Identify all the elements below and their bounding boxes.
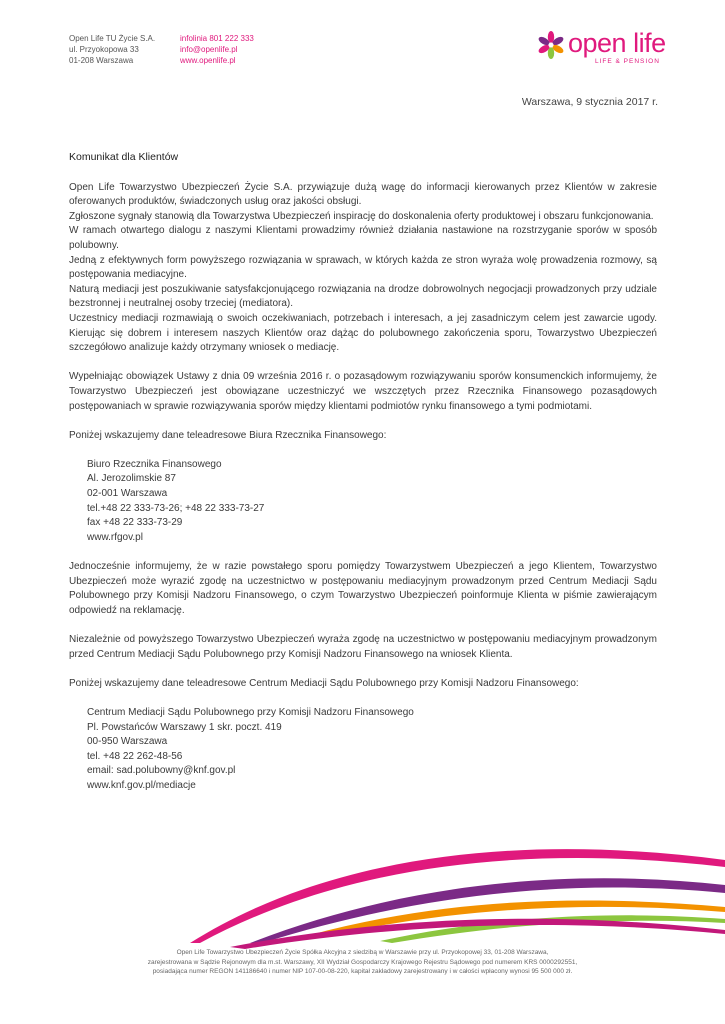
logo-brand: open life: [568, 28, 666, 58]
logo-tagline: LIFE & PENSION: [595, 58, 660, 65]
intro-line: Uczestnicy mediacji rozmawiają o swoich oczekiwaniach, potrzebach i interesach, a jej zasadniczym celem jest zawarcie ugody. Kierując się dobrem i interesem naszych Klientów oraz dążąc do polubownego zakończenia sporu, Towarzystwo Ubezpieczeń szczegółowo analizuje każdy otrzymany wniosek o mediację.: [69, 312, 657, 354]
letter-body: [69, 150, 657, 794]
rzecznik-address: [87, 458, 657, 546]
header-contact: [180, 33, 254, 66]
intro-line: Naturą mediacji jest poszukiwanie satysfakcjonującego rozwiązania na drodze dobrowolnych negocjacji prowadzonych przy udziale bezstronnej i neutralnej osoby trzeciej (mediatora).: [69, 283, 657, 310]
company-street: ul. Przyokopowa 33: [69, 45, 139, 54]
paragraph-spor: Jednocześnie informujemy, że w razie powstałego sporu pomiędzy Towarzystwem Ubezpieczeń a jego Klientem, Towarzystwo Ubezpieczeń może wyrazić zgodę na uczestnictwo w postępowaniu mediacyjnym prowadzonym przed Centrum Mediacji Sądu Polubownego przy Komisji Nadzoru Finansowego, o czym Towarzystwo Ubezpieczeń poinformuje Klienta w piśmie zawierającym odpowiedź na reklamację.: [69, 561, 657, 616]
phone-line: tel.+48 22 333-73-26; +48 22 333-73-27: [87, 502, 265, 514]
company-postal-city: 01-208 Warszawa: [69, 56, 134, 65]
address-line: 00-950 Warszawa: [87, 736, 168, 748]
address-line: Biuro Rzecznika Finansowego: [87, 458, 222, 470]
website-link[interactable]: www.rfgov.pl: [87, 531, 143, 543]
address-line: Al. Jerozolimskie 87: [87, 473, 176, 485]
fax-line: fax +48 22 333-73-29: [87, 517, 183, 529]
address-line: Centrum Mediacji Sądu Polubownego przy Komisji Nadzoru Finansowego: [87, 706, 414, 718]
paragraph-niezaleznie: Niezależnie od powyższego Towarzystwo Ubezpieczeń wyraża zgodę na uczestnictwo w postępowaniu mediacyjnym prowadzonym przed Centrum Mediacji Sądu Polubownego przy Komisji Nadzoru Finansowego na wniosek Klienta.: [69, 634, 657, 660]
company-name: Open Life TU Życie S.A.: [69, 34, 156, 43]
email-link[interactable]: info@openlife.pl: [180, 45, 238, 54]
flower-logo-icon: [536, 30, 566, 60]
header-address: [69, 33, 155, 66]
website-link[interactable]: www.openlife.pl: [180, 56, 236, 65]
letter-date: Warszawa, 9 stycznia 2017 r.: [521, 96, 658, 108]
intro-line: Open Life Towarzystwo Ubezpieczeń Życie S.A. przywiązuje dużą wagę do informacji kierowanych przez Klientów w zakresie oferowanych produktów, świadczonych usług oraz jakości obsługi.: [69, 181, 657, 208]
letter-subject: Komunikat dla Klientów: [69, 151, 179, 163]
website-link[interactable]: www.knf.gov.pl/mediacje: [87, 779, 196, 791]
address-line: 02-001 Warszawa: [87, 488, 168, 500]
magenta-swoosh: [230, 919, 725, 949]
email-link[interactable]: email: sad.polubowny@knf.gov.pl: [87, 765, 236, 777]
legal-footer: [0, 948, 725, 977]
intro-line: Zgłoszone sygnały stanowią dla Towarzystwa Ubezpieczeń inspirację do doskonalenia oferty produktowej i obszaru funkcjonowania.: [69, 210, 654, 222]
phone-line: tel. +48 22 262-48-56: [87, 750, 183, 762]
footer-line: zarejestrowana w Sądzie Rejonowym dla m.st. Warszawy, XII Wydział Gospodarczy Krajowego Rejestru Sądowego pod numerem KRS 0000292551,: [147, 958, 578, 966]
address-line: Pl. Powstańców Warszawy 1 skr. poczt. 419: [87, 721, 282, 733]
rzecznik-intro: Poniżej wskazujemy dane teleadresowe Biura Rzecznika Finansowego:: [69, 429, 387, 441]
decorative-swoosh: [0, 815, 725, 950]
paragraph-ustawa: Wypełniając obowiązek Ustawy z dnia 09 września 2016 r. o pozasądowym rozwiązywaniu sporów konsumenckich informujemy, że Towarzystwo Ubezpieczeń jest obowiązane uczestniczyć we wszczętych przez Rzecznika Finansowego pozasądowych postępowaniach w sprawie rozwiązywania sporów między klientami podmiotów rynku finansowego a tymi podmiotami.: [69, 371, 657, 412]
footer-line: Open Life Towarzystwo Ubezpieczeń Życie Spółka Akcyjna z siedzibą w Warszawie przy ul. Przyokopowej 33, 01-208 Warszawa,: [176, 949, 549, 956]
footer-line: posiadająca numer REGON 141186640 i numer NIP 107-00-08-220, kapitał zakładowy zarejestrowany i w całości wpłacony wynosi 95 500 000 zł.: [152, 968, 573, 976]
centrum-address: [87, 706, 657, 794]
intro-line: Jedną z efektywnych form powyższego rozwiązania w sprawach, w których każda ze stron wyraża wolę prowadzenia rozmowy, są postępowania mediacyjne.: [69, 254, 657, 281]
intro-line: W ramach otwartego dialogu z naszymi Klientami prowadzimy również działania nastawione na rozstrzyganie sporów w sposób polubowny.: [69, 225, 657, 251]
hotline: infolinia 801 222 333: [180, 34, 254, 43]
centrum-intro: Poniżej wskazujemy dane teleadresowe Centrum Mediacji Sądu Polubownego przy Komisji Nadzoru Finansowego:: [69, 677, 579, 689]
open-life-logo: [536, 28, 671, 73]
